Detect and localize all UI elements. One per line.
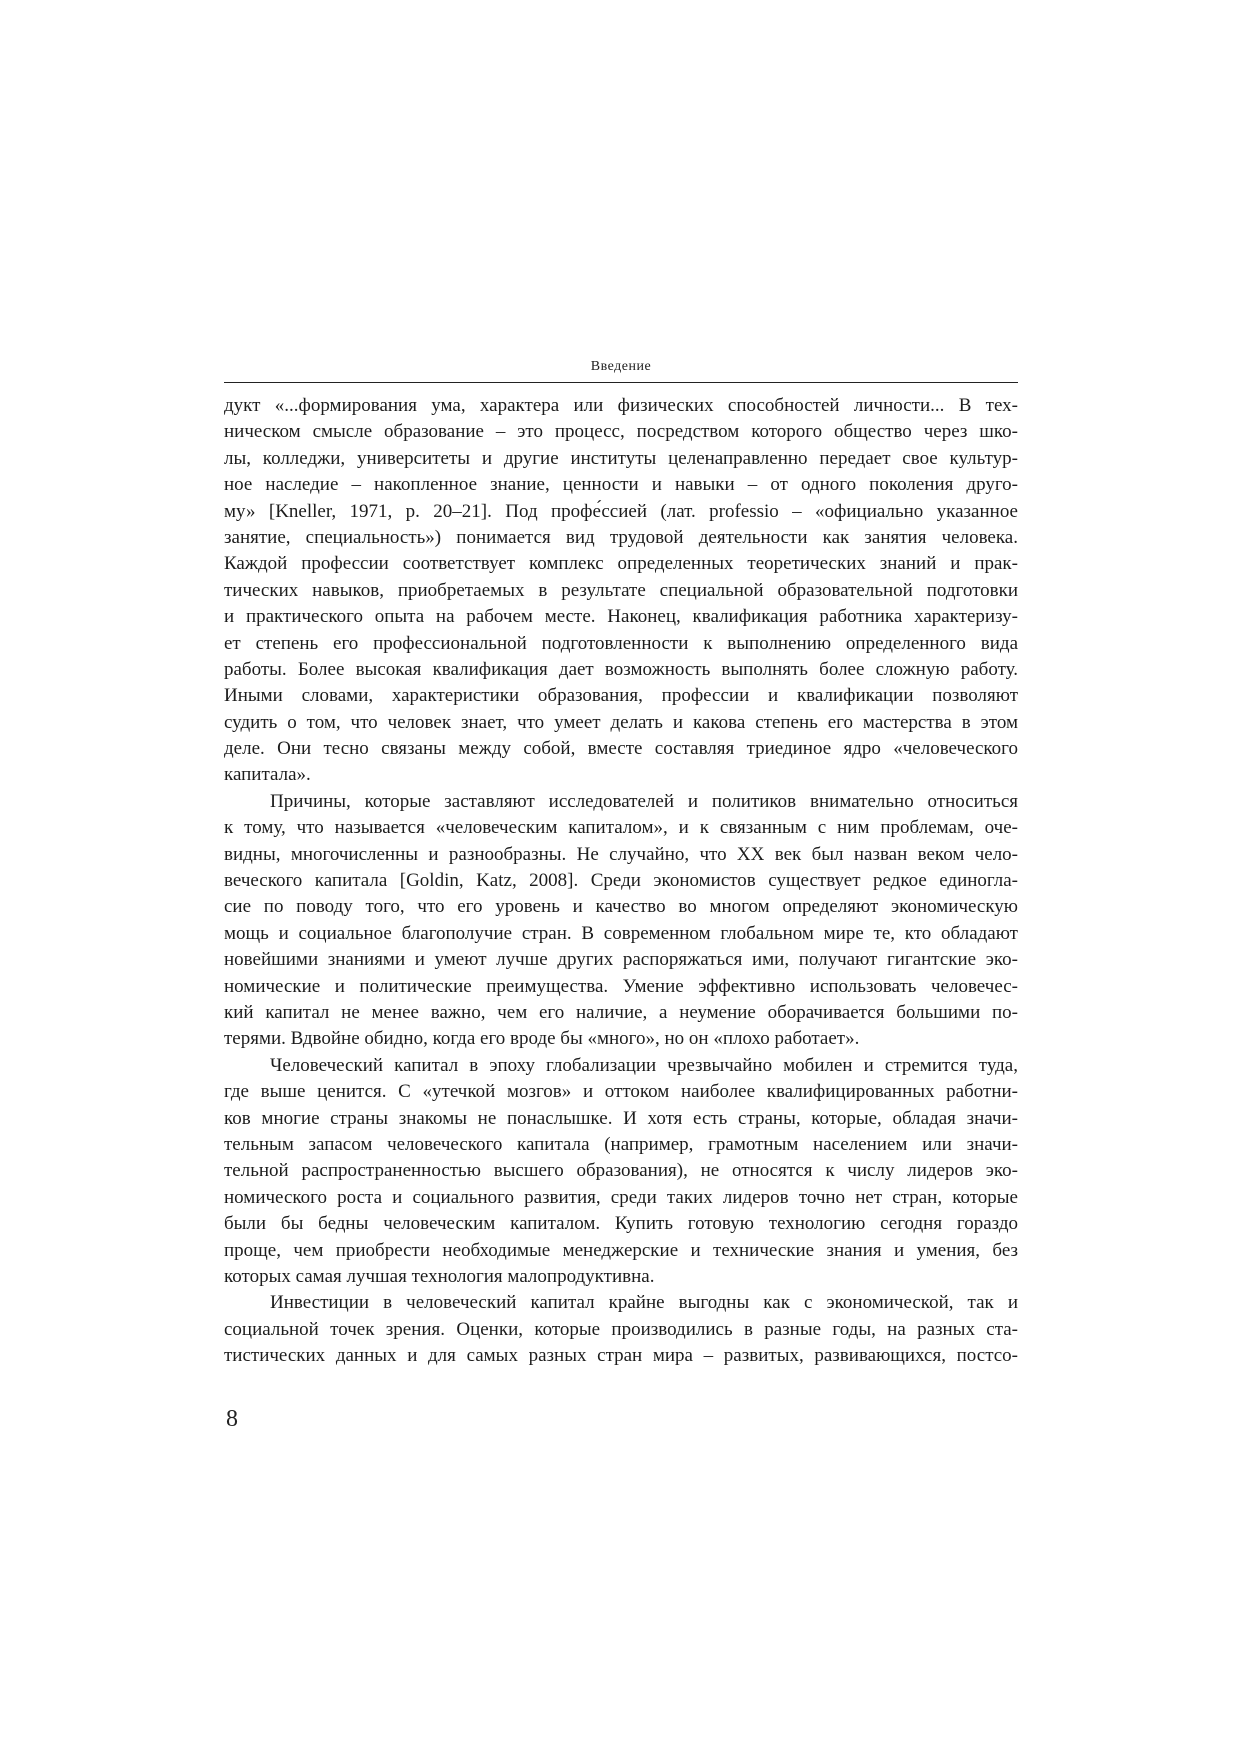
- text-line: ное наследие – накопленное знание, ценности и навыки – от одного поколения друго-: [224, 474, 1018, 496]
- text-line: к тому, что называется «человеческим капиталом», и к связанным с ним проблемам, оче-: [224, 817, 1018, 839]
- text-line: где выше ценится. С «утечкой мозгов» и оттоком наиболее квалифицированных работни-: [224, 1081, 1018, 1103]
- running-head: Введение: [590, 359, 652, 374]
- page-number: 8: [226, 1406, 238, 1432]
- text-line: тельным запасом человеческого капитала (например, грамотным населением или значи-: [224, 1133, 1018, 1155]
- text-line: деле. Они тесно связаны между собой, вместе составляя триединое ядро «человеческого: [224, 738, 1018, 760]
- header-rule: [224, 382, 1018, 383]
- text-line: проще, чем приобрести необходимые менеджерские и технические знания и умения, без: [224, 1239, 1018, 1261]
- text-line: лы, колледжи, университеты и другие институты целенаправленно передает свое культур-: [224, 447, 1018, 469]
- text-line: ническом смысле образование – это процесс, посредством которого общество через шко-: [224, 421, 1018, 443]
- text-line: Каждой профессии соответствует комплекс определенных теоретических знаний и прак-: [224, 553, 1018, 575]
- text-line: капитала».: [224, 764, 311, 786]
- text-line: дукт «...формирования ума, характера или физических способностей личности... В тех-: [224, 395, 1018, 416]
- text-line: тических навыков, приобретаемых в результате специальной образовательной подготовки: [224, 579, 1018, 601]
- text-line: мощь и социальное благополучие стран. В современном глобальном мире те, кто обладают: [224, 922, 1018, 944]
- text-line: ет степень его профессиональной подготовленности к выполнению определенного вида: [224, 632, 1018, 654]
- text-line: тельной распространенностью высшего образования), не относятся к числу лидеров эко-: [224, 1160, 1018, 1182]
- text-line: занятие, специальность») понимается вид трудовой деятельности как занятия человека.: [224, 526, 1018, 548]
- text-line: Иными словами, характеристики образования, профессии и квалификации позволяют: [224, 685, 1018, 707]
- text-line: новейшими знаниями и умеют лучше других распоряжаться ими, получают гигантские эко-: [224, 949, 1018, 971]
- text-line: и практического опыта на рабочем месте. Наконец, квалификация работника характеризу-: [224, 606, 1018, 628]
- text-line: Причины, которые заставляют исследователей и политиков внимательно относиться: [270, 790, 1018, 812]
- text-line: видны, многочисленны и разнообразны. Не случайно, что XX век был назван веком чело-: [224, 843, 1018, 865]
- text-line: му» [Kneller, 1971, p. 20–21]. Под профе́ссией (лат. professio – «официально указанное: [224, 500, 1018, 522]
- text-line: кий капитал не менее важно, чем его наличие, а неумение оборачивается большими по-: [224, 1001, 1018, 1023]
- text-line: номические и политические преимущества. Умение эффективно использовать человечес-: [224, 975, 1018, 997]
- text-line: веческого капитала [Goldin, Katz, 2008]. Среди экономистов существует редкое единогла-: [224, 870, 1018, 892]
- text-line: ков многие страны знакомы не понаслышке. И хотя есть страны, которые, обладая значи-: [224, 1107, 1018, 1129]
- text-line: терями. Вдвойне обидно, когда его вроде бы «много», но он «плохо работает».: [224, 1028, 860, 1050]
- text-line: судить о том, что человек знает, что умеет делать и какова степень его мастерства в этом: [224, 711, 1018, 733]
- text-line: сие по поводу того, что его уровень и качество во многом определяют экономическую: [224, 896, 1018, 918]
- text-line: работы. Более высокая квалификация дает возможность выполнять более сложную работу.: [224, 658, 1018, 680]
- text-line: номического роста и социального развития, среди таких лидеров точно нет стран, которые: [224, 1186, 1018, 1208]
- body-text: [224, 393, 1018, 1369]
- text-line: были бы бедны человеческим капиталом. Купить готовую технологию сегодня гораздо: [224, 1213, 1018, 1235]
- text-line: тистических данных и для самых разных стран мира – развитых, развивающихся, постсо-: [224, 1345, 1018, 1367]
- text-line: социальной точек зрения. Оценки, которые производились в разные годы, на разных ста-: [224, 1318, 1018, 1340]
- text-line: Инвестиции в человеческий капитал крайне выгодны как с экономической, так и: [270, 1292, 1018, 1314]
- text-line: которых самая лучшая технология малопродуктивна.: [224, 1265, 655, 1287]
- text-line: Человеческий капитал в эпоху глобализации чрезвычайно мобилен и стремится туда,: [270, 1054, 1018, 1076]
